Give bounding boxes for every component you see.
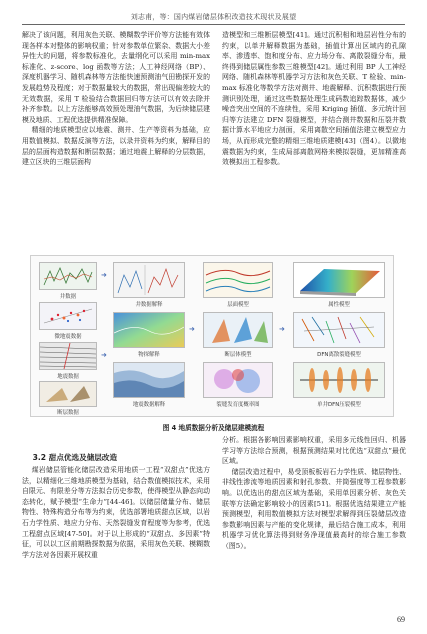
running-head: 刘志甫，等：国内煤岩储层体积改造技术现状及展望 — [130, 13, 297, 21]
well-data-image — [39, 262, 97, 290]
microseismic-data-label: 微地震数据 — [54, 334, 82, 340]
fracture-model-image — [203, 362, 273, 398]
figure-4 — [30, 255, 394, 417]
fault-model-label: 断层体模型 — [224, 352, 252, 358]
right-column-bottom — [222, 435, 406, 552]
dfn-model-label: DFN离散裂缝模型 — [317, 352, 361, 358]
dfn-model-image — [293, 312, 385, 348]
page-number: 69 — [397, 615, 405, 624]
arrow-right-icon: ➜ — [101, 351, 107, 359]
arrow-right-icon: ➜ — [101, 271, 107, 279]
paragraph: 煤岩储层管能化储层改造采用地质一工程“双甜点”优选方法，以精细化三维地质模型为基础，结合数值模拟技术，采用自限元、有限差分等方法拟合历史参数，使得模型从静态向动态转化，赋予模型“生命力”[44-46]。以储层储量分布、储层物性、特殊构造分布等为约束，优选部署地质甜点区域，以岩石力学性质、地应力分布、天然裂缝发育程度等为参考，优选工程甜点区域[47-50]。对于以上形成的“双甜点、多因素”特征，可以以工区前期勘探数据为依据，采用灰色关联、模糊数学方法对各因素开展权重 — [22, 466, 210, 559]
fault-model-image — [203, 312, 273, 348]
property-interpretation-label: 物探解释 — [138, 352, 160, 358]
property-model-image — [293, 262, 385, 298]
section-title: 3.2 甜点优选及储层改造 — [32, 453, 118, 462]
single-well-model-label: 单井DFN压裂模型 — [317, 402, 361, 408]
well-interpretation-image — [113, 262, 185, 298]
figure-caption: 图 4 地质数据分析及储层建模流程 — [162, 424, 265, 432]
paragraph: 精细的地质模型应以地震、测井、生产等资料为基础，应用数值模拟、数据反演等方法，以录井资料为约束，解释目的层的层面构造数据和断层数据；通过地震上解释的分层数据，建立区块的三维层面构 — [22, 126, 210, 167]
single-well-model-image — [293, 362, 385, 398]
paragraph: 造模型和三维断层模型[41]。通过沉积相和地层岩性分布的约束，以单井解释数据为基础，插值计算出区域内的孔隙率、渗透率、饱和度分布、应力场分布、离散裂缝分布，最终得到储层属性参数三维模型[42]。通过利用 BP 人工神经网络、随机森林等机器学习方法和灰色关联、T 检验、min-max 标准化等数学方法对测井、地震解释、沉积数据进行预测识别处理，通过这些数据处理生成码数追踪数据体，减少噪音突出空间的不连续性，采用 Kriging 插值、多元统计回归等方法建立 DFN 裂缝模型，并结合测井数据和压裂井数据计算水平地应力剖面，采用离散空间插值法建立模型应力场，从而形成完整的精细三维地质建模[43]（图4）。以微地震数据为约束，生成局部离散网格来模拟裂缝，更加精准高效模拟出工程参数。 — [222, 31, 406, 167]
fault-data-label: 断层数据 — [57, 410, 79, 416]
left-column-top — [22, 30, 210, 168]
right-column-top — [222, 30, 406, 168]
paragraph: 储层改造过程中，易受顶板板岩石力学性质、储层物性、非线性渗流等地质因素和射孔参数、井筒强度等工程参数影响。以优选出的甜点区域为基础，采用单因素分析、灰色关联等方法确定影响较小的因素[51]。根据优选结果建立产能预测模型，利用数值模拟方法对模型求解得到压裂储层改造参数影响因素与产能的变化规律，最后结合施工成本，利用机器学习优化算法得到财务净现值最高时的综合施工参数（图5）。 — [222, 467, 406, 550]
left-column-bottom — [22, 452, 210, 560]
arrow-right-icon: ➜ — [189, 325, 195, 333]
microseismic-data-image — [39, 302, 97, 330]
seismic-data-label: 地震数据 — [57, 374, 79, 380]
seismic-interpretation-image — [113, 362, 185, 398]
property-interpretation-image — [113, 312, 185, 348]
well-data-label: 井数据 — [59, 294, 77, 300]
paragraph: 分析。根据各影响因素影响权重，采用多元线性回归、机器学习等方法综合预测，根据预测结果对比优选“双甜点”最优区域。 — [222, 436, 406, 466]
fault-data-image — [39, 381, 97, 407]
layer-model-image — [203, 262, 273, 298]
well-interpretation-label: 井数据解释 — [135, 302, 163, 308]
header-rule — [22, 24, 405, 25]
layer-model-label: 层面模型 — [227, 302, 249, 308]
seismic-interpretation-label: 地震数据解释 — [132, 402, 166, 408]
paragraph: 解决了该问题，利用灰色关联、模糊数学评价等方法能有效体现各样本对整体的影响权重；针对参数单位繁杂、数据大小差异性大的问题，将参数标准化，去量纲化可以采用 min-max 标准化、z-score、log 函数等方法；人工神经网络（BP）、深度机器学习、随机森林等方法能快速预测油气田勘探开发的发展趋势及程度；对于数据量较大的数据，常出现偏差较大的无效数据，采用 T 检验结合数据回归等方法可以有效去除并补齐参数。以上方法能够高效预处理油气数据，为后续储层建模及地质、工程优选提供精准保障。 — [22, 31, 210, 124]
arrow-right-icon: ➜ — [279, 325, 285, 333]
property-model-label: 属性模型 — [328, 302, 350, 308]
fracture-model-label: 裂缝发育度概率图 — [216, 402, 260, 408]
seismic-data-image — [39, 342, 97, 370]
